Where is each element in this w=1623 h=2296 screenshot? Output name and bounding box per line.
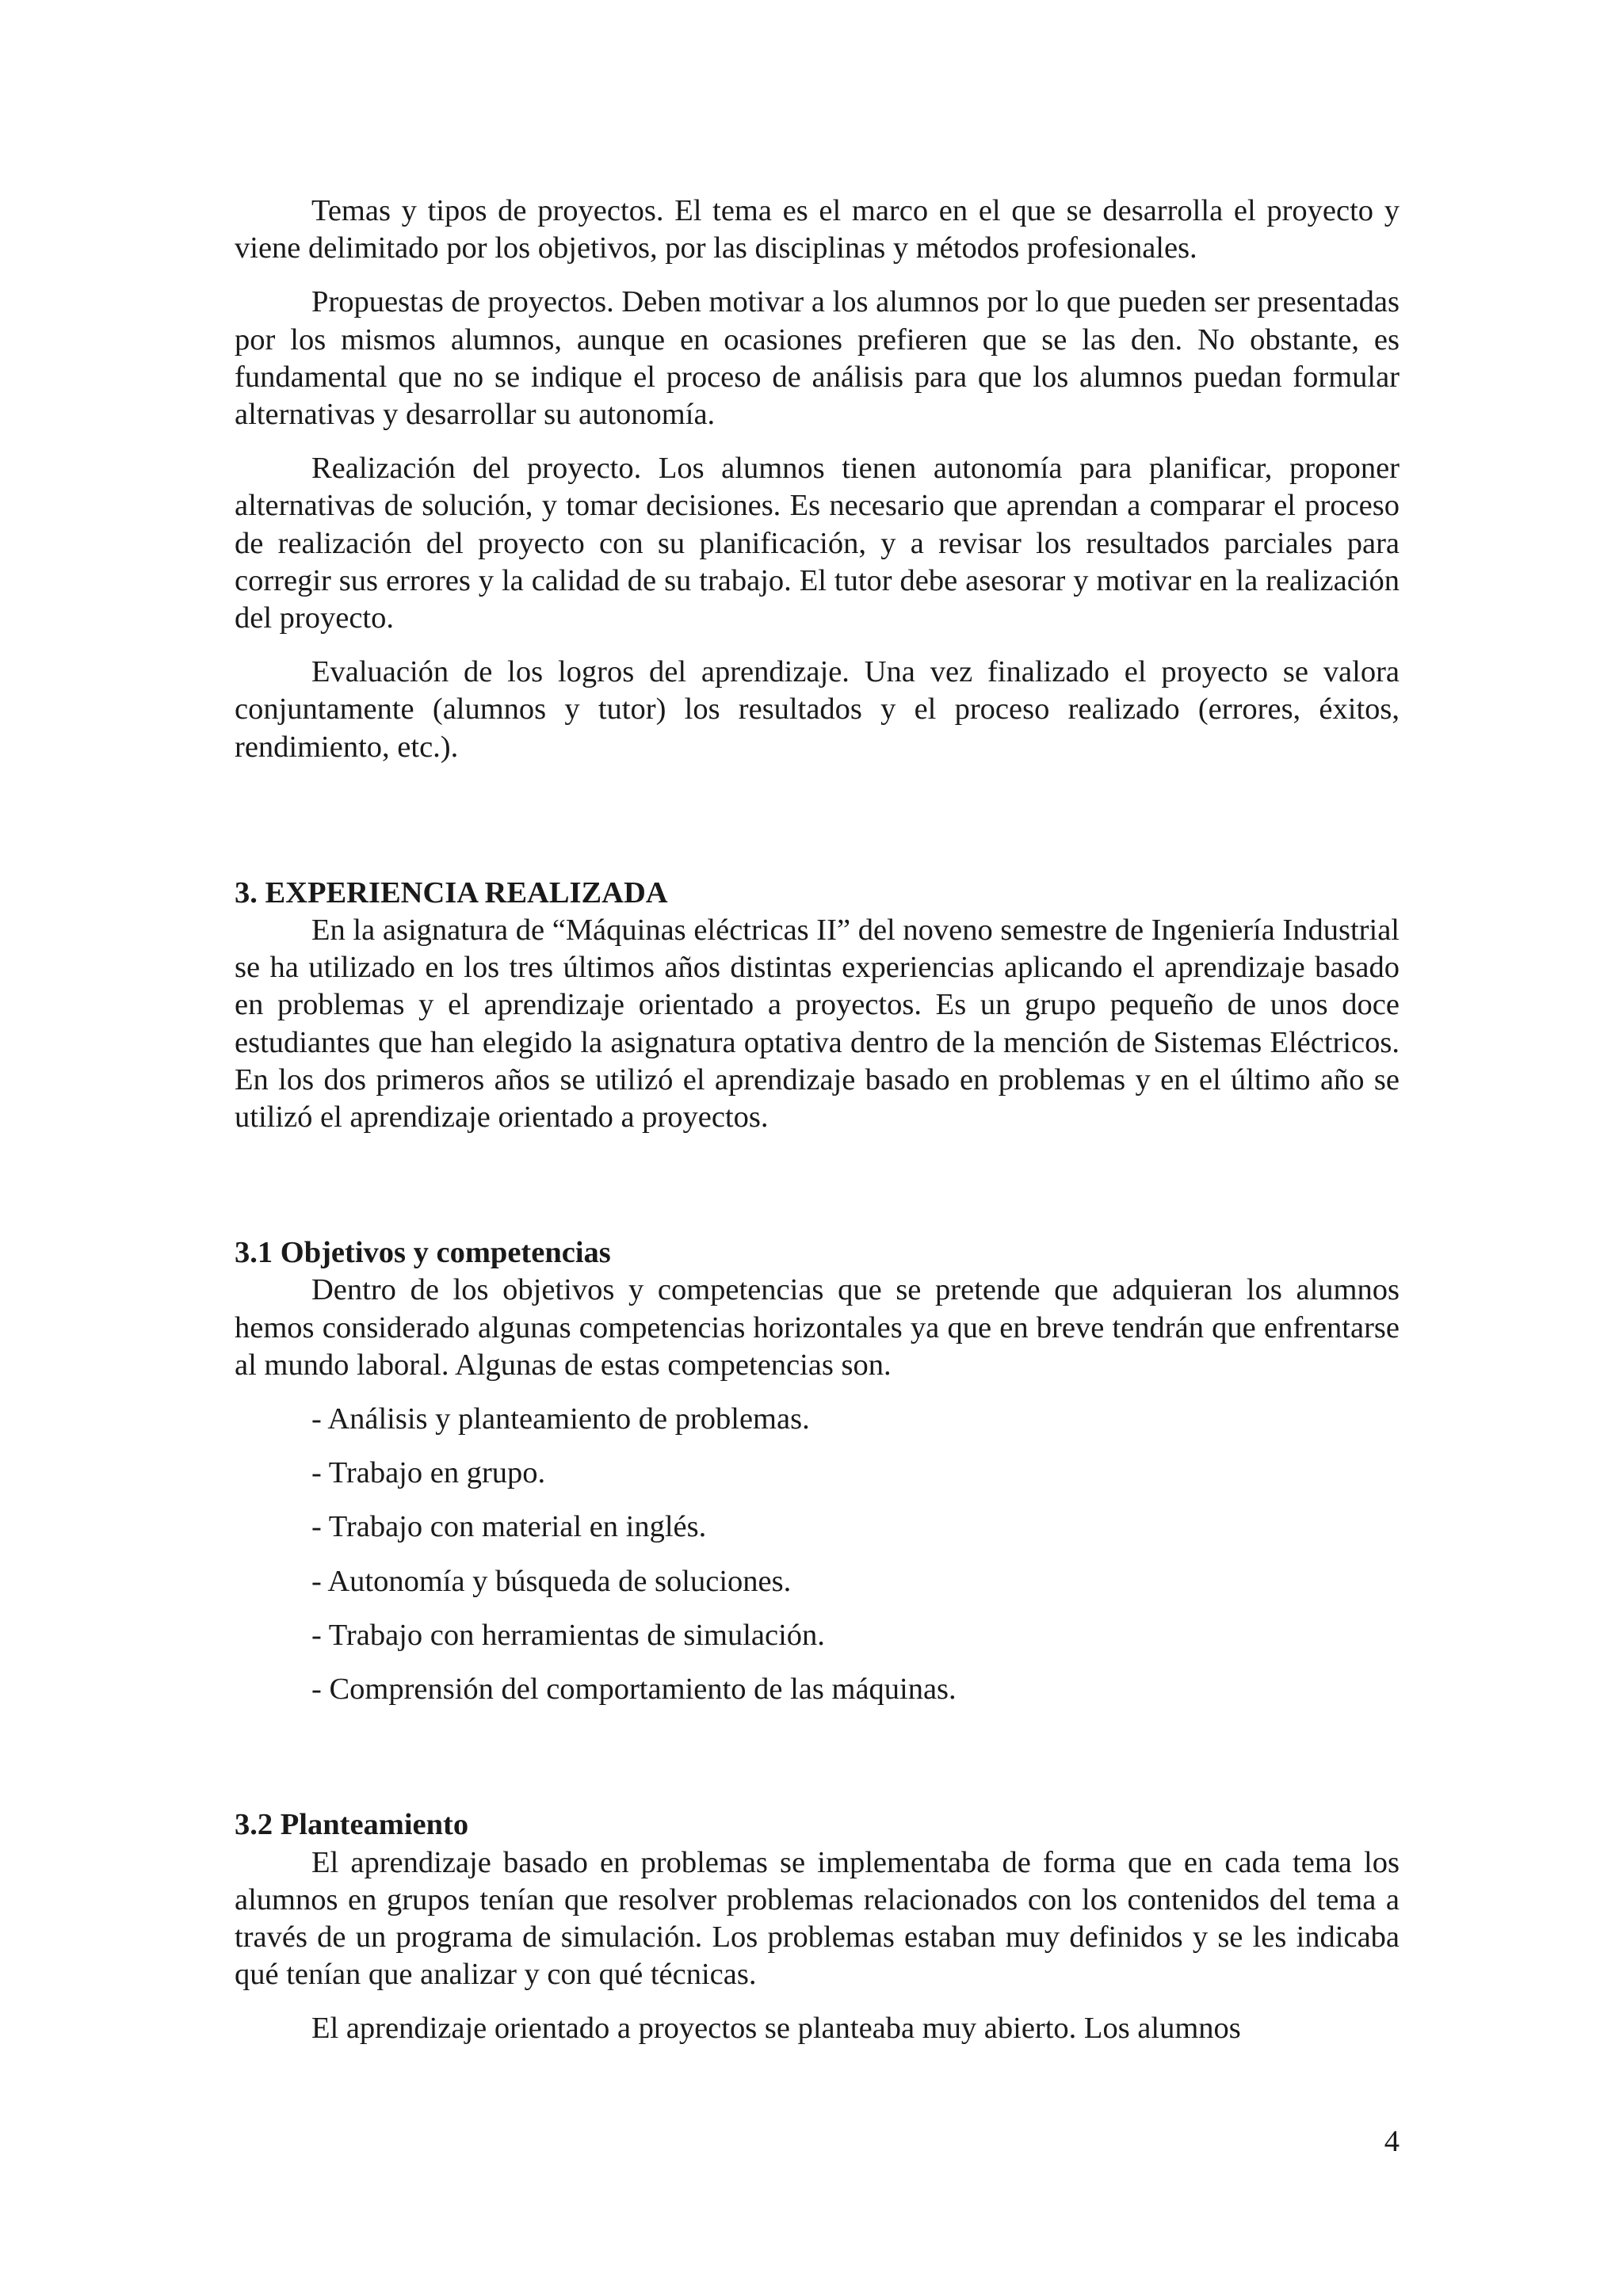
page-number: 4 bbox=[1384, 2125, 1400, 2158]
paragraph-evaluacion: Evaluación de los logros del aprendizaje. Una vez finalizado el proyecto se valora conjuntamente (alumnos y tutor) los resultados y el proceso realizado (errores, éxitos, rendimiento, etc.). bbox=[235, 655, 1400, 764]
paragraph-propuestas: Propuestas de proyectos. Deben motivar a los alumnos por lo que pueden ser presentadas por los mismos alumnos, aunque en ocasiones prefieren que se las den. No obstante, es fundamental que no se indique el proceso de análisis para que los alumnos puedan formular alternativas y desarrollar su autonomía. bbox=[235, 285, 1400, 432]
list-item: - Comprensión del comportamiento de las máquinas. bbox=[311, 1672, 957, 1707]
paragraph-experiencia: En la asignatura de “Máquinas eléctricas II” del noveno semestre de Ingeniería Industrial se ha utilizado en los tres últimos años distintas experiencias aplicando el aprendizaje basado en problemas y el aprendizaje orientado a proyectos. Es un grupo pequeño de unos doce estudiantes que han elegido la asignatura optativa dentro de la mención de Sistemas Eléctricos. En los dos primeros años se utilizó el aprendizaje basado en problemas y en el último año se utilizó el aprendizaje orientado a proyectos. bbox=[235, 913, 1400, 1135]
subsection-heading-objetivos: 3.1 Objetivos y competencias bbox=[235, 1236, 611, 1270]
paragraph-realizacion: Realización del proyecto. Los alumnos tienen autonomía para planificar, proponer alternativas de solución, y tomar decisiones. Es necesario que aprendan a comparar el proceso de realización del proyecto con su planificación, y a revisar los resultados parciales para corregir sus errores y la calidad de su trabajo. El tutor debe asesorar y motivar en la realización del proyecto. bbox=[235, 452, 1400, 635]
list-item: - Autonomía y búsqueda de soluciones. bbox=[311, 1564, 792, 1598]
list-item: - Análisis y planteamiento de problemas. bbox=[311, 1402, 810, 1436]
list-item: - Trabajo en grupo. bbox=[311, 1456, 546, 1490]
subsection-heading-planteamiento: 3.2 Planteamiento bbox=[235, 1808, 469, 1842]
paragraph-planteamiento-problemas: El aprendizaje basado en problemas se implementaba de forma que en cada tema los alumnos en grupos tenían que resolver problemas relacionados con los contenidos del tema a través de un programa de simulación. Los problemas estaban muy definidos y se les indicaba qué tenían que analizar y con qué técnicas. bbox=[235, 1845, 1400, 1992]
paragraph-temas: Temas y tipos de proyectos. El tema es el marco en el que se desarrolla el proyecto y viene delimitado por los objetivos, por las disciplinas y métodos profesionales. bbox=[235, 194, 1400, 265]
section-heading-experiencia: 3. EXPERIENCIA REALIZADA bbox=[235, 875, 668, 910]
list-item: - Trabajo con herramientas de simulación. bbox=[311, 1618, 825, 1652]
competencias-list bbox=[235, 1401, 1400, 1708]
document-page bbox=[235, 193, 1400, 2048]
paragraph-objetivos: Dentro de los objetivos y competencias que se pretende que adquieran los alumnos hemos considerado algunas competencias horizontales ya que en breve tendrán que enfrentarse al mundo laboral. Algunas de estas competencias son. bbox=[235, 1273, 1400, 1382]
paragraph-planteamiento-proyectos: El aprendizaje orientado a proyectos se planteaba muy abierto. Los alumnos bbox=[311, 2012, 1241, 2046]
list-item: - Trabajo con material en inglés. bbox=[311, 1510, 707, 1544]
